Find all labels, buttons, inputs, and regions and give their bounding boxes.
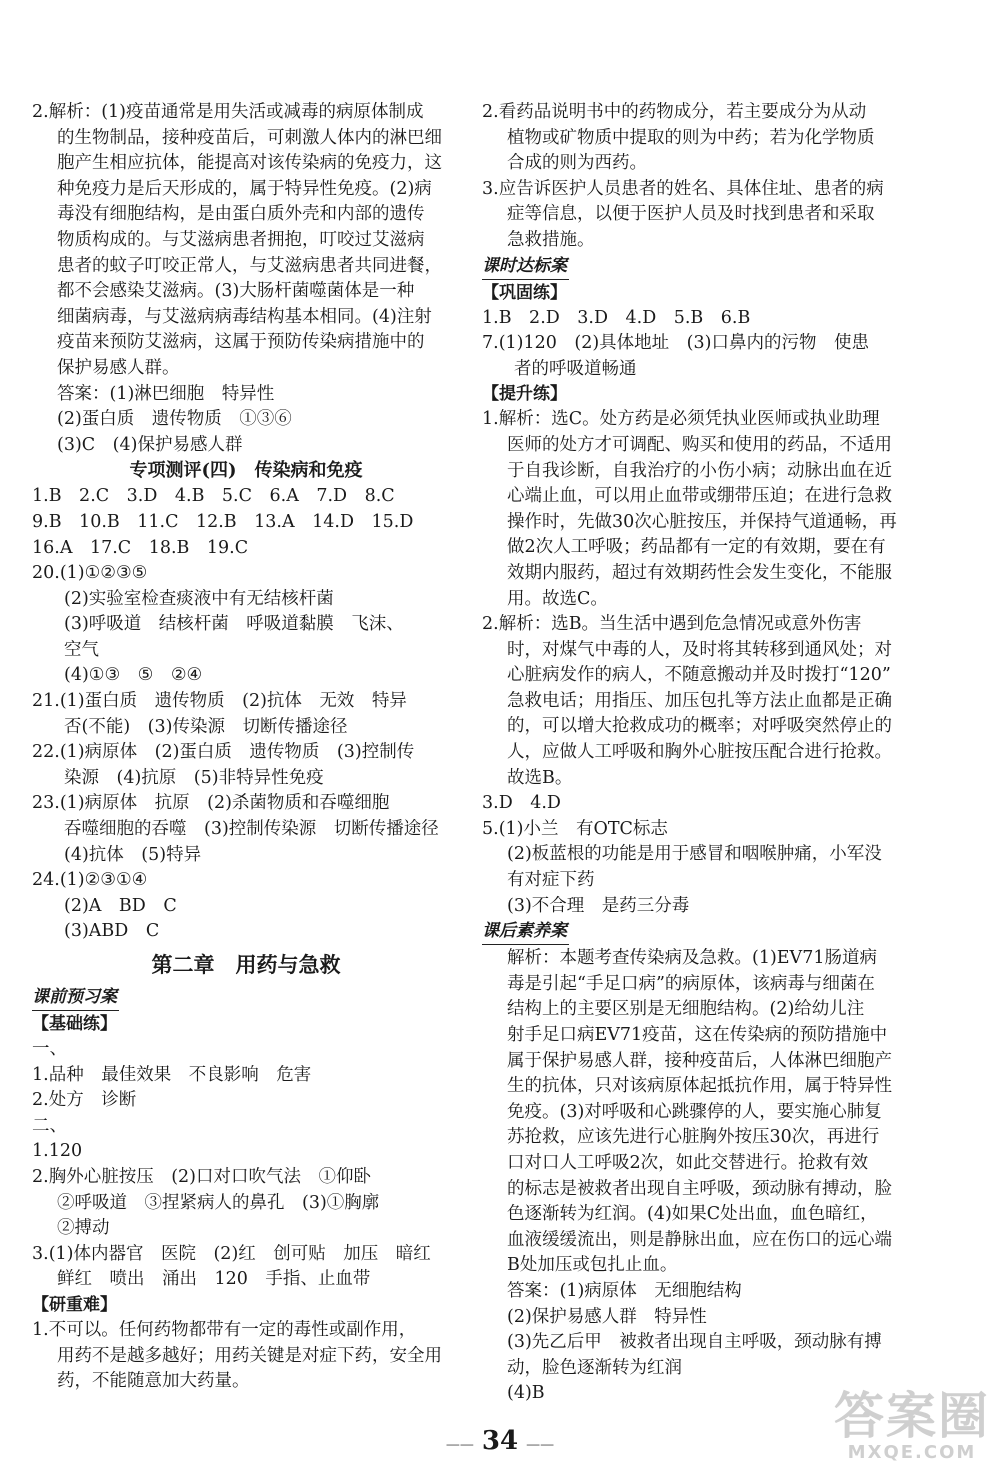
text-line: 植物或矿物质中提取的则为中药；若为化学物质: [507, 127, 875, 148]
study-answers: [32, 1318, 460, 1395]
text-line: (4)①③ ⑤ ②④: [64, 665, 203, 686]
text-line: 否(不能) (3)传染源 切断传播途径: [64, 716, 348, 737]
text-line: 的标志是被救者出现自主呼吸，颈动脉有搏动，脸: [507, 1178, 892, 1199]
text-line: 结构上的主要区别是无细胞结构。(2)给幼儿注: [507, 999, 865, 1020]
text-line: 1.B 2.C 3.D 4.B 5.C 6.A 7.D 8.C: [32, 486, 395, 507]
text-line: 7.(1)120 (2)具体地址 (3)口鼻内的污物 使患: [482, 333, 869, 354]
text-line: 保护易感人群。: [57, 357, 180, 378]
text-line: 故选B。: [507, 767, 573, 788]
text-line: 1.B 2.D 3.D 4.D 5.B 6.B: [482, 307, 751, 328]
text-line: (2)蛋白质 遗传物质 ①③⑥: [57, 409, 292, 430]
text-line: 医师的处方才可调配、购买和使用的药品，不适用: [507, 434, 892, 455]
text-line: 答案：(1)淋巴细胞 特异性: [57, 383, 275, 404]
text-line: (3)呼吸道 结核杆菌 呼吸道黏膜 飞沫、: [64, 614, 404, 635]
text-line: 用药不是越多越好；用药关键是对症下药，安全用: [57, 1345, 442, 1366]
text-line: 急救措施。: [507, 229, 595, 250]
text-line: 9.B 10.B 11.C 12.B 13.A 14.D 15.D: [32, 511, 414, 532]
text-line: 解析：本题考查传染病及急救。(1)EV71肠道病: [507, 948, 877, 969]
consolidate-answers: [482, 306, 922, 383]
text-line: 24.(1)②③①④: [32, 870, 148, 891]
text-line: (3)ABD C: [64, 921, 160, 942]
text-line: 染源 (4)抗原 (5)非特异性免疫: [64, 767, 324, 788]
text-line: 有对症下药: [507, 870, 595, 891]
text-line: (4)抗体 (5)特异: [64, 844, 202, 865]
left-column: [32, 100, 460, 1395]
text-line: 症等信息，以便于医护人员及时找到患者和采取: [507, 204, 875, 225]
page-number-value: 34: [481, 1426, 519, 1456]
text-line: 都不会感染艾滋病。(3)大肠杆菌噬菌体是一种: [57, 281, 415, 302]
text-line: 1.120: [32, 1141, 83, 1162]
text-line: 21.(1)蛋白质 遗传物质 (2)抗体 无效 特异: [32, 691, 407, 712]
text-line: 20.(1)①②③⑤: [32, 563, 148, 584]
text-line: 的，可以增大抢救成功的概率；对呼吸突然停止的: [507, 716, 892, 737]
section-title-special: 专项测评(四) 传染病和免疫: [129, 460, 363, 482]
text-line: 毒没有细胞结构，是由蛋白质外壳和内部的遗传: [57, 204, 425, 225]
text-line: 的生物制品，接种疫苗后，可刺激人体内的淋巴细: [57, 127, 442, 148]
text-line: 3.应告诉医护人员患者的姓名、具体住址、患者的病: [482, 178, 884, 199]
text-line: 苏抢救，应该先进行心脏胸外按压30次，再进行: [507, 1127, 880, 1148]
text-line: (4)B: [507, 1383, 545, 1404]
text-line: 色逐渐转为红润。(4)如果C处出血，血色暗红，: [507, 1204, 878, 1225]
q2-explanation: [32, 100, 460, 382]
section-label-improve: 【提升练】: [482, 384, 567, 405]
text-line: 2.处方 诊断: [32, 1090, 137, 1111]
text-line: 2.解析：(1)疫苗通常是用失活或减毒的病原体制成: [32, 102, 424, 122]
text-line: 合成的则为西药。: [507, 153, 647, 174]
text-line: 射手足口病EV71疫苗，这在传染病的预防措施中: [507, 1025, 888, 1045]
text-line: 生的抗体，只对该病原体起抵抗作用，属于特异性: [507, 1076, 892, 1097]
chapter-title: 第二章 用药与急救: [151, 952, 341, 977]
text-line: 患者的蚊子叮咬正常人，与艾滋病患者共同进餐，: [57, 255, 442, 276]
improve-answer-1: [482, 407, 922, 612]
text-line: 1.品种 最佳效果 不良影响 危害: [32, 1064, 312, 1085]
text-line: 于自我诊断，自我治疗的小伤小病；动脉出血在近: [507, 460, 892, 481]
section-label-consolidate: 【巩固练】: [482, 282, 567, 303]
text-line: 时，对煤气中毒的人，及时将其转移到通风处；对: [507, 639, 892, 660]
text-line: 二、: [32, 1115, 67, 1136]
after-explanation: [482, 946, 922, 1279]
study-answer-3: [482, 177, 922, 254]
text-line: B处加压或包扎止血。: [507, 1255, 678, 1276]
page-dash-left: ——: [445, 1437, 474, 1453]
watermark-logo: [834, 1376, 990, 1463]
text-line: 心脏病发作的病人，不随意搬动并及时拨打“120”: [507, 665, 891, 686]
basic-answers: [32, 1037, 460, 1293]
text-line: ②搏动: [57, 1218, 110, 1239]
text-line: 人，应做人工呼吸和胸外心脏按压配合进行抢救。: [507, 742, 892, 763]
text-line: 23.(1)病原体 抗原 (2)杀菌物质和吞噬细胞: [32, 793, 390, 814]
text-line: 1.不可以。任何药物都带有一定的毒性或副作用，: [32, 1319, 417, 1340]
text-line: 动，脸色逐渐转为红润: [507, 1357, 682, 1378]
text-line: ②呼吸道 ③捏紧病人的鼻孔 (3)①胸廓: [57, 1192, 380, 1213]
text-line: 1.解析：选C。处方药是必须凭执业医师或执业助理: [482, 409, 880, 430]
text-line: (2)保护易感人群 特异性: [507, 1306, 707, 1327]
text-line: 免疫。(3)对呼吸和心跳骤停的人，要实施心肺复: [507, 1101, 882, 1122]
text-line: 种免疫力是后天形成的，属于特异性免疫。(2)病: [57, 178, 432, 199]
text-line: 鲜红 喷出 涌出 120 手指、止血带: [57, 1269, 371, 1290]
text-line: 2.解析：选B。当生活中遇到危急情况或意外伤害: [482, 614, 862, 635]
page-dash-right: ——: [526, 1437, 555, 1453]
text-line: (2)实验室检查痰液中有无结核杆菌: [64, 588, 334, 609]
text-line: 效期内服药，超过有效期药性会发生变化，不能服: [507, 562, 892, 583]
text-line: 用。故选C。: [507, 588, 608, 609]
text-line: 一、: [32, 1039, 67, 1059]
section-label-preview: 课前预习案: [32, 985, 119, 1011]
q2-answer: [32, 382, 460, 459]
text-line: 物质构成的。与艾滋病患者拥抱，叮咬过艾滋病: [57, 229, 425, 250]
text-line: 心端止血，可以用止血带或绷带压迫；在进行急救: [507, 486, 892, 507]
text-line: 者的呼吸道畅通: [514, 358, 637, 379]
text-line: 2.看药品说明书中的药物成分，若主要成分为从动: [482, 102, 867, 122]
text-line: 16.A 17.C 18.B 19.C: [32, 537, 249, 558]
watermark-url: MXQE.COM: [847, 1442, 977, 1463]
text-line: 答案：(1)病原体 无细胞结构: [507, 1280, 742, 1301]
study-answer-2: [482, 100, 922, 177]
text-line: (3)不合理 是药三分毒: [507, 895, 690, 916]
text-line: 空气: [64, 639, 99, 660]
text-line: 口对口人工呼吸2次，如此交替进行。抢救有效: [507, 1152, 869, 1173]
text-line: 3.(1)体内器官 医院 (2)红 创可贴 加压 暗红: [32, 1243, 431, 1264]
text-line: 血液缓缓流出，则是静脉出血，应在伤口的远心端: [507, 1229, 892, 1250]
improve-answer-2: [482, 612, 922, 791]
text-line: 22.(1)病原体 (2)蛋白质 遗传物质 (3)控制传: [32, 742, 415, 763]
special-answers: [32, 484, 460, 945]
section-label-study: 【研重难】: [32, 1294, 117, 1315]
text-line: 3.D 4.D: [482, 793, 561, 814]
text-line: (2)A BD C: [64, 895, 177, 916]
text-line: 药，不能随意加大药量。: [57, 1371, 250, 1392]
text-line: 做2次人工呼吸；药品都有一定的有效期，要在有: [507, 537, 886, 558]
text-line: 吞噬细胞的吞噬 (3)控制传染源 切断传播途径: [64, 819, 439, 840]
improve-answer-5: [482, 817, 922, 919]
text-line: 操作时，先做30次心脏按压，并保持气道通畅，再: [507, 511, 897, 532]
text-line: 胞产生相应抗体，能提高对该传染病的免疫力，这: [57, 153, 442, 174]
text-line: 疫苗来预防艾滋病，这属于预防传染病措施中的: [57, 332, 425, 353]
text-line: (3)C (4)保护易感人群: [57, 434, 243, 455]
text-line: 细菌病毒，与艾滋病病毒结构基本相同。(4)注射: [57, 306, 432, 327]
text-line: 毒是引起“手足口病”的病原体，该病毒与细菌在: [507, 973, 875, 994]
text-line: 急救电话；用指压、加压包扎等方法止血都是正确: [507, 690, 892, 711]
text-line: (3)先乙后甲 被救者出现自主呼吸，颈动脉有搏: [507, 1332, 882, 1353]
section-label-basic: 【基础练】: [32, 1014, 117, 1034]
text-line: 属于保护易感人群，接种疫苗后，人体淋巴细胞产: [507, 1050, 892, 1071]
text-line: (2)板蓝根的功能是用于感冒和咽喉肿痛，小军没: [507, 844, 882, 865]
section-label-after: 课后素养案: [482, 919, 569, 945]
text-line: 5.(1)小兰 有OTC标志: [482, 818, 668, 839]
section-label-class: 课时达标案: [482, 254, 569, 280]
text-line: 2.胸外心脏按压 (2)口对口吹气法 ①仰卧: [32, 1166, 371, 1187]
right-column: [482, 100, 922, 1407]
watermark-title: 答案圈: [834, 1387, 990, 1445]
